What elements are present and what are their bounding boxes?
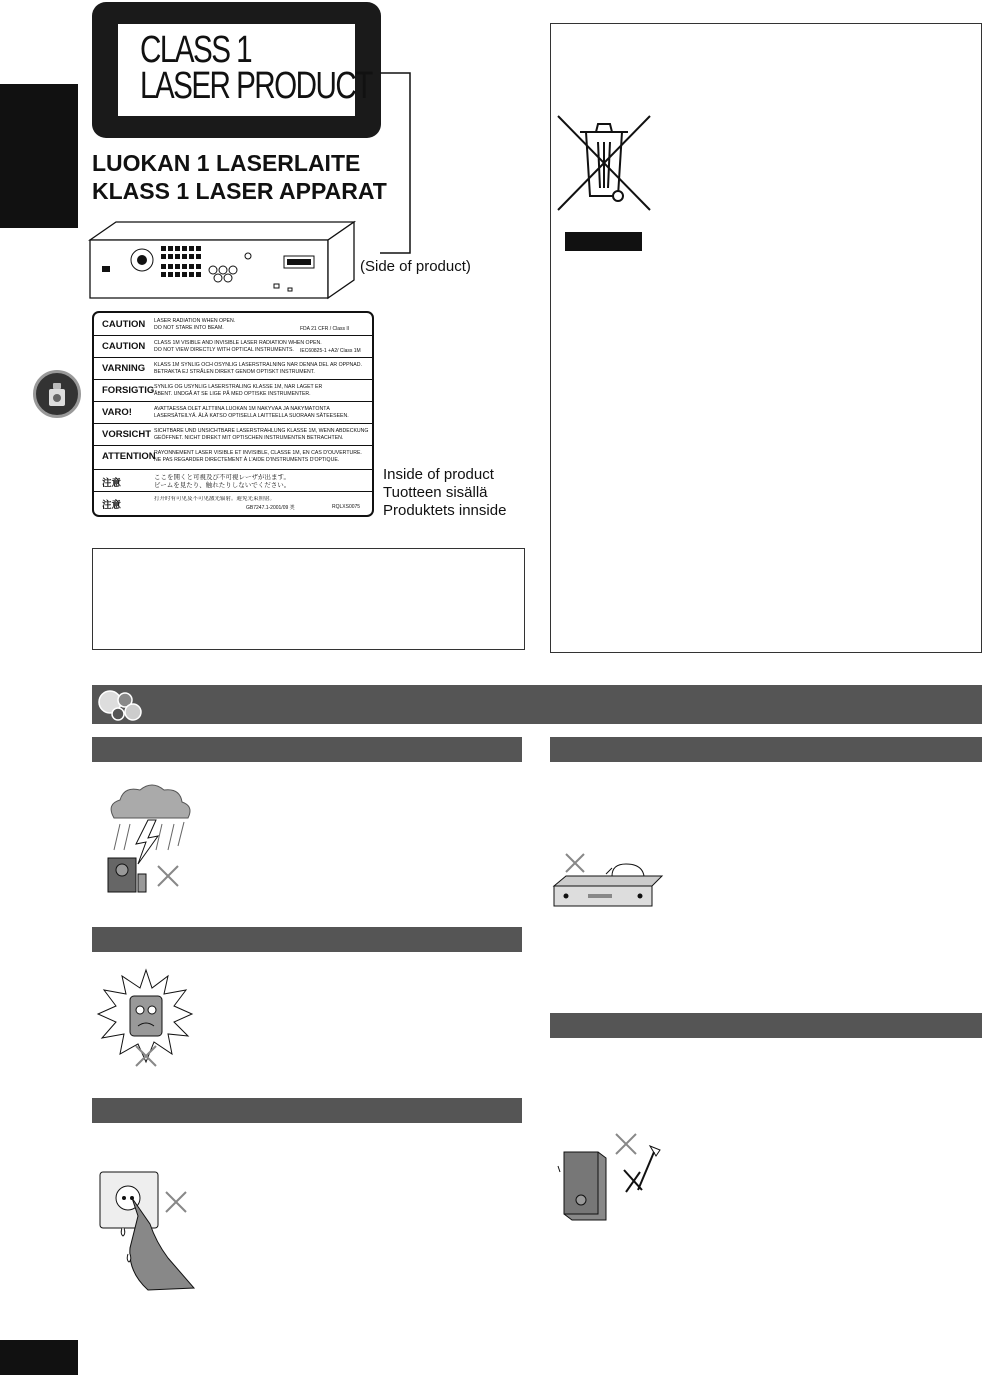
inside-of-product-sv: Produktets innside: [383, 502, 507, 519]
laser-text-finnish: LUOKAN 1 LASERLAITE: [92, 150, 361, 176]
caution-text: 打开时有可见及不可见激光辐射。避免光束照射。: [154, 496, 276, 502]
caution-tag: VORSICHT: [102, 429, 152, 440]
class-label-line-2: LASER PRODUCT: [140, 65, 372, 107]
caution-tag: ATTENTION: [102, 451, 156, 462]
caution-row: [94, 357, 372, 380]
caution-tag: VARO!: [102, 407, 132, 418]
caution-row: [94, 445, 372, 470]
caution-row: [94, 423, 372, 446]
caution-footer-right: RQLXS0075: [332, 504, 361, 510]
caution-text: SYNLIG OG USYNLIG LASERSTRÅLING KLASSE 1M, NÅR LÅGET ER ÅBENT. UNDGÅ AT SE LIGE PÅ MED OPTISKE INSTRUMENTER.: [154, 384, 323, 397]
caution-row: [94, 379, 372, 402]
caution-extra: FDA 21 CFR / Class II: [300, 326, 350, 332]
caution-tag: CAUTION: [102, 319, 146, 330]
crossed-out-wheelie-bin-icon: [556, 112, 654, 216]
speaker-tools-icon: [554, 1130, 664, 1224]
caution-row: [94, 469, 372, 492]
caution-text: LASER RADIATION WHEN OPEN. DO NOT STARE INTO BEAM.: [154, 318, 236, 331]
objects-on-unit-icon: [552, 850, 664, 910]
label-connector-line: [380, 70, 420, 270]
notice-box-left: [92, 548, 525, 650]
bubbles-icon: [96, 688, 144, 722]
caution-text: RAYONNEMENT LASER VISIBLE ET INVISIBLE, CLASSE 1M, EN CAS D'OUVERTURE. NE PAS REGARDER DIRECTEMENT À L'AIDE D'INSTRUMENTS D'OPTIQUE.: [154, 450, 362, 463]
chapter-tab: [0, 84, 78, 228]
caution-text: AVATTAESSA OLET ALTTIINA LUOKAN 1M NÄKYVÄÄ JA NÄKYMÄTÖNTÄ LASERSÄTEILYÄ. ÄLÄ KATSO OPTISELLA LAITTEELLA SUORAAN SÄTEESEEN.: [154, 406, 349, 419]
caution-text: CLASS 1M VISIBLE AND INVISIBLE LASER RADIATION WHEN OPEN. DO NOT VIEW DIRECTLY WITH OPTICAL INSTRUMENTS.: [154, 340, 322, 353]
caution-tag: VARNING: [102, 363, 146, 374]
caution-row: [94, 401, 372, 424]
electric-shock-character-icon: [96, 966, 196, 1070]
subsection-header: [550, 737, 982, 762]
caution-text: SICHTBARE UND UNSICHTBARE LASERSTRAHLUNG KLASSE 1M, WENN ABDECKUNG GEÖFFNET. NICHT DIREKT MIT OPTISCHEN INSTRUMENTEN BETRACHTEN.: [154, 428, 369, 441]
caution-row: [94, 335, 372, 358]
subsection-header: [92, 1098, 522, 1123]
class-1-laser-label: [92, 2, 381, 138]
wet-hand-plug-icon: [98, 1168, 198, 1294]
page-number-tab: [0, 1340, 78, 1375]
caution-text: ここを開くと可視及び不可視レーザが出ます。 ビームを見たり、触れたりしないでください。: [154, 474, 291, 489]
laser-caution-label: [92, 311, 374, 517]
caution-tag: 注意: [102, 500, 122, 511]
class-label-line-1: CLASS 1: [140, 29, 252, 71]
caution-extra: IEC60825-1 +A2/ Class 1M: [300, 348, 361, 354]
caution-row: [94, 491, 372, 515]
caution-tag: FORSIGTIG: [102, 385, 155, 396]
section-header: [92, 685, 982, 724]
product-rear-illustration: [88, 218, 358, 304]
caution-tag: CAUTION: [102, 341, 146, 352]
inside-of-product-en: Inside of product: [383, 466, 494, 483]
laser-text-swedish: KLASS 1 LASER APPARAT: [92, 178, 387, 204]
subsection-header: [92, 927, 522, 952]
subsection-header: [550, 1013, 982, 1038]
inside-of-product-fi: Tuotteen sisällä: [383, 484, 488, 501]
caution-row: [94, 313, 372, 336]
thunderstorm-speaker-icon: [100, 780, 200, 896]
audio-device-icon: [33, 370, 81, 418]
subsection-header: [92, 737, 522, 762]
caution-text: KLASS 1M SYNLIG OCH OSYNLIG LASERSTRÅLNING NÄR DENNA DEL ÄR ÖPPNAD. BETRAKTA EJ STRÅLEN DIREKT GENOM OPTISKT INSTRUMENT.: [154, 362, 362, 375]
caution-footer-left: GB7247.1-2001/09 类: [246, 505, 295, 511]
date-bar: [565, 232, 642, 251]
side-of-product-label: (Side of product): [360, 258, 471, 275]
caution-tag: 注意: [102, 478, 122, 489]
